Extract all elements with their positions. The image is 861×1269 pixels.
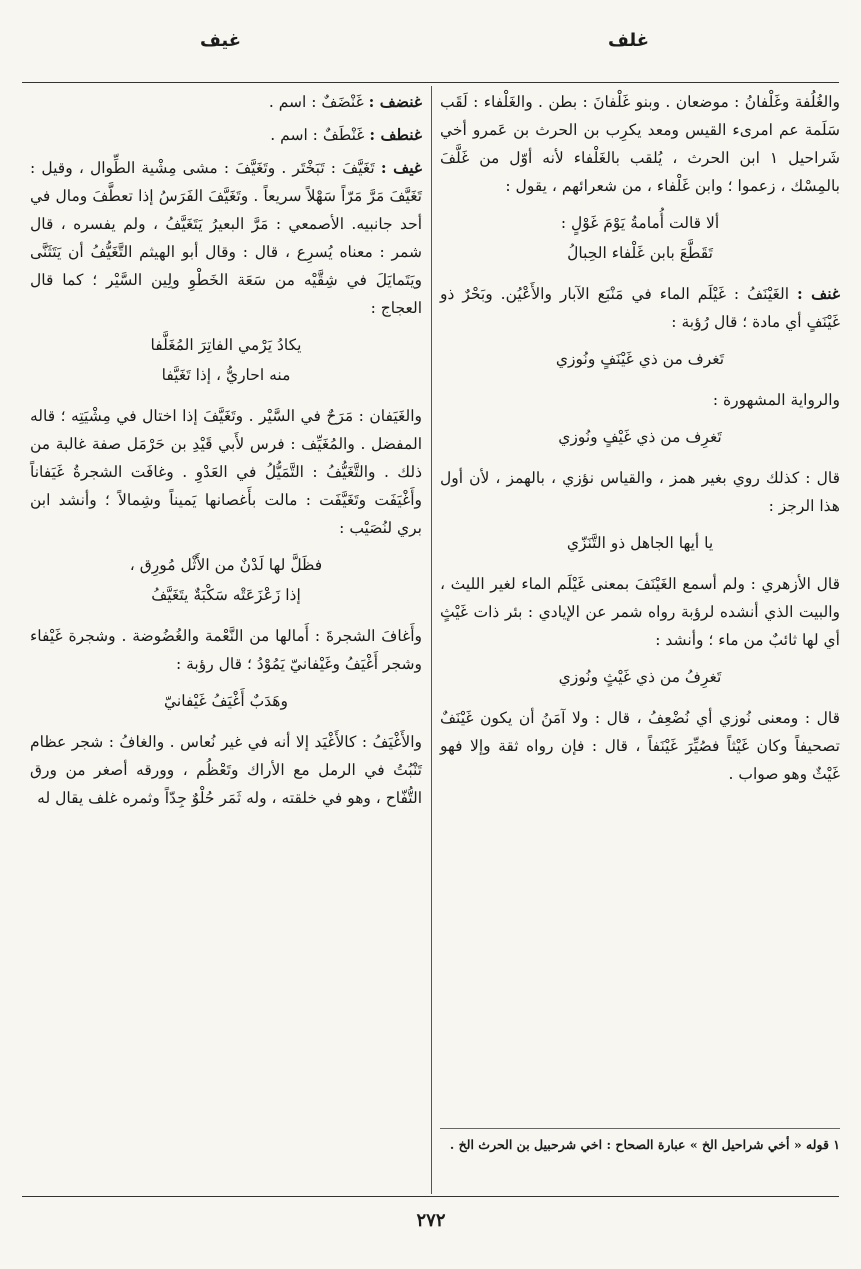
entry-text: والأَغْيَفُ : كالأَغْيَد إلا أنه في غير نُعاس . والغافُ : شجر عظام تَنْبُتُ في الرمل مع الأراك وتَعْظُم ، وورقه أصغر من ورق التُّفّاح ، وهو في خلقته ، وله ثَمَر حُلْوٌ جِدّاً وثمره غلف يقال له [30,733,422,807]
entry-text: قال : كذلك روي بغير همز ، والقياس نؤزي ، بالهمز ، لأن أول هذا الرجز : [440,469,840,515]
verse-line: يا أيها الجاهل ذو التَّنَزّي [566,534,714,552]
bottom-rule [22,1196,839,1197]
verse-line: ألا قالت أُمامةُ يَوْمَ غَوْلٍ : [560,214,720,232]
verse-line: يكادُ يَرْمي الفاتِرَ المُغَلَّفا [150,336,302,354]
entry-text [30,121,422,149]
entry-body: غَنْضَفٌ : اسم . [268,93,364,111]
verse [30,686,422,716]
verse [440,422,840,452]
entry-headword: غيف : [380,158,423,177]
entry-text [440,280,840,336]
entry-text [30,88,422,116]
right-column [440,88,840,793]
left-column [30,88,422,817]
entry-text: قال : ومعنى نُوزي أي نُضْعِفُ ، قال : ولا آمَنُ أن يكون غَيْنَفٌ تصحيفاً وكان غَيْثاً فصُيِّرَ غَيْنَفاً ، قال : فإن رواه ثقة وإلا فهو غَيْثٌ وهو صواب . [440,709,840,783]
entry-body: تَغَيَّفَ : تَبَخْتَر . وتَغَيَّفَ : مشى مِشْية الطِّوال ، وقيل : تَغَيَّفَ مَرَّ مَرّاً سَهْلاً سريعاً . وتَغَيَّفَ الفَرَسُ إذا تعطَّفَ ومال في أحد جانبيه. الأصمعي : مَرَّ البعيرُ يَتَغَيَّفُ ، ولم يفسره ، قال شمر : معناه يُسرِع ، قال : وقال أبو الهيثم التَّغَيُّفُ أن يَتَثَنَّى ويَتَمايَلَ في شِقَّيْه من سَعَة الخَطْوِ ولِين السَّيْر ؛ كما قال العجاج : [30,159,422,317]
top-rule [22,82,839,83]
entry-headword: غنضف : [368,92,422,111]
entry-headword: غنطف : [369,125,422,144]
verse-line: وهَدَبٌ أَغْيَفُ غَيْفانيّ [164,692,288,710]
verse [30,330,422,390]
footnote: ١ قوله « أخي شراحيل الخ » عبارة الصحاح : اخي شرحبيل بن الحرث الخ . [440,1128,840,1155]
header-root-right: غلف [608,30,650,51]
entry-text: والرواية المشهورة : [712,391,840,409]
entry-body: الغَيْنَفُ : غَيْلَم الماء في مَنْبَع الآبار والأَعْيُن. وبَحْرٌ ذو غَيْنَفٍ أي مادة ؛ قال رُؤبة : [440,285,840,331]
verse-line: فظَلَّ لها لَدْنٌ من الأَثْل مُورِق ، [129,556,323,574]
verse [30,550,422,610]
verse-line: تَغرِف من ذي غَيْفٍ ونُوزي [558,428,722,446]
column-divider [431,86,432,1194]
header-root-left: غيف [200,30,242,51]
page-number: ٢٧٢ [416,1210,446,1231]
entry-text: والغُلُفة وغَلْفانُ : موضعان . وبنو غَلْفانَ : بطن . والغَلْفاء : لَقَب سَلَمة عم امرىء القيس ومعد يكرِب بن الحرث بن عَمرو أخي شَراحيل ١ ابن الحرث ، يُلقب بالغَلْفاء لأنه أوّل من غَلَّفَ بالمِسْك ، زعموا ؛ وابن غَلْفاء ، من شعرائهم ، يقول : [440,93,840,195]
verse [440,528,840,558]
entry-text: وأَغافَ الشجرةَ : أَمالها من النَّعْمة والغُضُوضة . وشجرة غَيْفاء وشجر أَغْيَفُ وغَيْفانيّ يَمُوْدُ ؛ قال رؤبة : [30,627,422,673]
entry-headword: غنف : [797,284,841,303]
verse [440,208,840,268]
entry-body: غَنْطَفٌ : اسم . [270,126,365,144]
entry-text [30,154,422,322]
verse-line: تَقَطَّعَ بابن غَلْفاء الحِبالُ [567,244,713,262]
verse-line: تَغرف من ذي غَيْنَفٍ ونُوزي [555,350,725,368]
entry-text: قال الأزهري : ولم أسمع الغَيْنَفَ بمعنى غَيْلَم الماء لغير الليث ، والبيت الذي أنشده لرؤبة رواه شمر عن الإيادي : بئر ذات غَيْثٍ أي لها ثائبٌ من ماء ؛ وأنشد : [440,575,840,649]
entry-text: والغَيَفان : مَرَحٌ في السَّيْر . وتَغَيَّفَ إذا اختال في مِشْيَتِه ؛ قاله المفضل . والمُغَيِّف : فرس لأَبي قَيْدِ بن حَرْمَل صفة غالبة من ذلك . والتَّغَيُّفُ : التَّمَيُّلُ في العَدْوِ . وغافَت الشجرةُ غَيَفاناً وأَغْيَفَت وتَغَيَّفَت : مالت بأَغصانها يَميناً وشِمالاً ؛ وأنشد ابن بري لنُصَيْب : [30,407,422,537]
verse-line: منه احاريُّ ، إذا تَغَيَّفا [161,366,291,384]
verse [440,344,840,374]
verse-line: إذا زَعْزَعَتْه سَكْبَةٌ يتَغَيَّفُ [151,586,301,604]
verse-line: تَغرِفُ من ذي غَيْثٍ ونُوزي [558,668,722,686]
verse [440,662,840,692]
